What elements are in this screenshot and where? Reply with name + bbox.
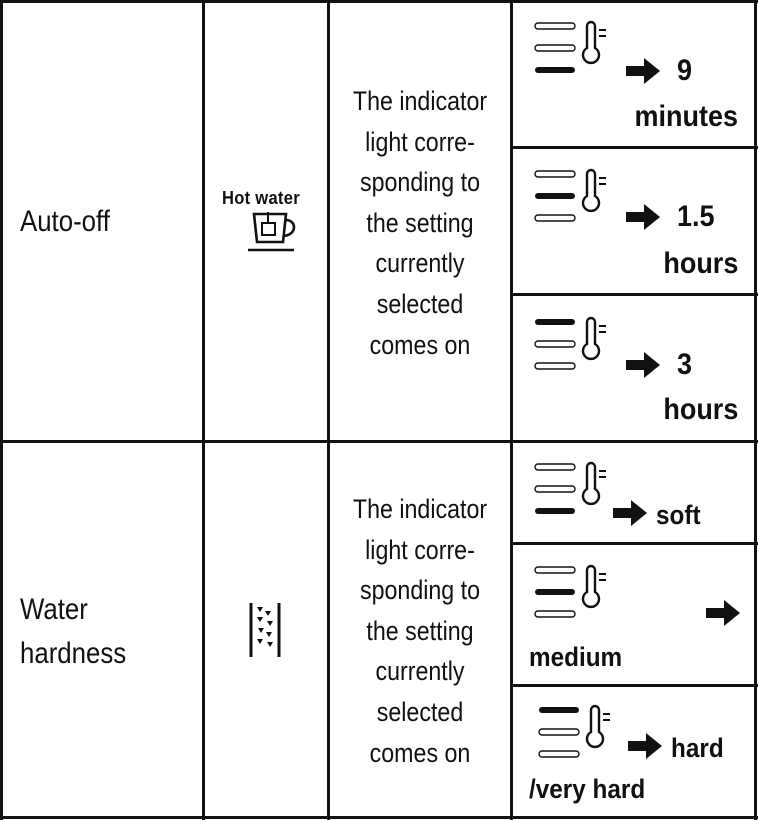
indicator-bar-active bbox=[535, 319, 575, 325]
indicator-bar bbox=[535, 23, 575, 29]
description-line: The indicator bbox=[352, 86, 488, 116]
indicator-lights-icon bbox=[533, 170, 613, 226]
indicator-bar bbox=[539, 729, 579, 735]
description-line: currently bbox=[375, 656, 465, 687]
option-divider bbox=[511, 293, 758, 296]
description-line: selected bbox=[376, 696, 464, 727]
indicator-bar-active bbox=[535, 589, 575, 595]
indicator-bar-active bbox=[539, 707, 579, 713]
row-label-line: Water bbox=[20, 593, 88, 626]
indicator-lights-icon bbox=[533, 566, 613, 622]
indicator-bar bbox=[535, 171, 575, 177]
option-value: soft bbox=[656, 500, 701, 530]
row-label-auto-off: Auto-off bbox=[20, 205, 110, 238]
description-line: selected bbox=[376, 288, 464, 319]
description-line: comes on bbox=[369, 737, 471, 768]
thermometer-icon bbox=[583, 170, 606, 211]
arrow-right-icon bbox=[626, 352, 660, 378]
option-unit: minutes bbox=[634, 100, 738, 133]
indicator-bar bbox=[539, 751, 579, 757]
option-unit: hours bbox=[662, 247, 738, 280]
column-divider bbox=[327, 0, 330, 820]
description-line: the setting bbox=[366, 207, 474, 238]
hot-water-cup-icon bbox=[246, 210, 302, 254]
thermometer-icon bbox=[583, 22, 606, 63]
indicator-bar bbox=[535, 611, 575, 617]
thermometer-icon bbox=[583, 318, 606, 359]
thermometer-icon bbox=[583, 566, 606, 607]
description-line: light corre- bbox=[365, 534, 475, 565]
table-border-top bbox=[0, 0, 758, 3]
arrow-right-icon bbox=[626, 204, 660, 230]
arrow-right-icon bbox=[626, 58, 660, 84]
indicator-bar-active bbox=[535, 67, 575, 73]
option-divider bbox=[511, 146, 758, 149]
option-divider bbox=[511, 542, 758, 545]
thermometer-icon bbox=[583, 463, 606, 504]
arrow-right-icon bbox=[706, 600, 740, 626]
option-divider bbox=[511, 684, 758, 687]
arrow-right-icon bbox=[628, 733, 662, 759]
column-divider bbox=[510, 0, 513, 820]
description-line: the setting bbox=[366, 615, 474, 646]
indicator-bar bbox=[535, 341, 575, 347]
option-value: 1.5 bbox=[677, 200, 715, 233]
description-line: comes on bbox=[369, 329, 471, 360]
option-value: 9 bbox=[677, 54, 693, 87]
table-border-left bbox=[0, 0, 3, 820]
indicator-bar bbox=[535, 215, 575, 221]
water-hardness-filter-icon bbox=[248, 601, 284, 659]
description-line: sponding to bbox=[359, 167, 481, 198]
indicator-bar bbox=[535, 45, 575, 51]
option-value: medium bbox=[529, 642, 623, 672]
row-label-water-hardness bbox=[20, 588, 126, 676]
indicator-lights-icon bbox=[533, 318, 613, 374]
description-line: The indicator bbox=[352, 494, 488, 524]
indicator-bar bbox=[535, 464, 575, 470]
description-line: currently bbox=[375, 248, 465, 279]
indicator-lights-icon bbox=[537, 706, 617, 762]
indicator-lights-icon bbox=[533, 22, 613, 78]
indicator-bar bbox=[535, 567, 575, 573]
hot-water-icon-label: Hot water bbox=[222, 188, 300, 208]
indicator-bar-active bbox=[535, 508, 575, 514]
thermometer-icon bbox=[587, 706, 610, 747]
indicator-bar bbox=[535, 363, 575, 369]
table-border-bottom bbox=[0, 816, 758, 819]
table-border-right bbox=[754, 0, 757, 820]
option-unit: hours bbox=[662, 393, 738, 426]
row-label-line: hardness bbox=[20, 637, 127, 670]
arrow-right-icon bbox=[613, 500, 647, 526]
description-auto-off bbox=[343, 81, 498, 365]
description-line: light corre- bbox=[365, 126, 475, 157]
option-value: hard bbox=[671, 733, 724, 763]
indicator-bar-active bbox=[535, 193, 575, 199]
row-divider bbox=[0, 440, 758, 443]
indicator-bar bbox=[535, 486, 575, 492]
column-divider bbox=[202, 0, 205, 820]
option-value: 3 bbox=[677, 348, 693, 381]
indicator-lights-icon bbox=[533, 463, 613, 519]
description-line: sponding to bbox=[359, 575, 481, 606]
description-water-hardness bbox=[343, 489, 498, 773]
option-value: /very hard bbox=[529, 774, 646, 804]
